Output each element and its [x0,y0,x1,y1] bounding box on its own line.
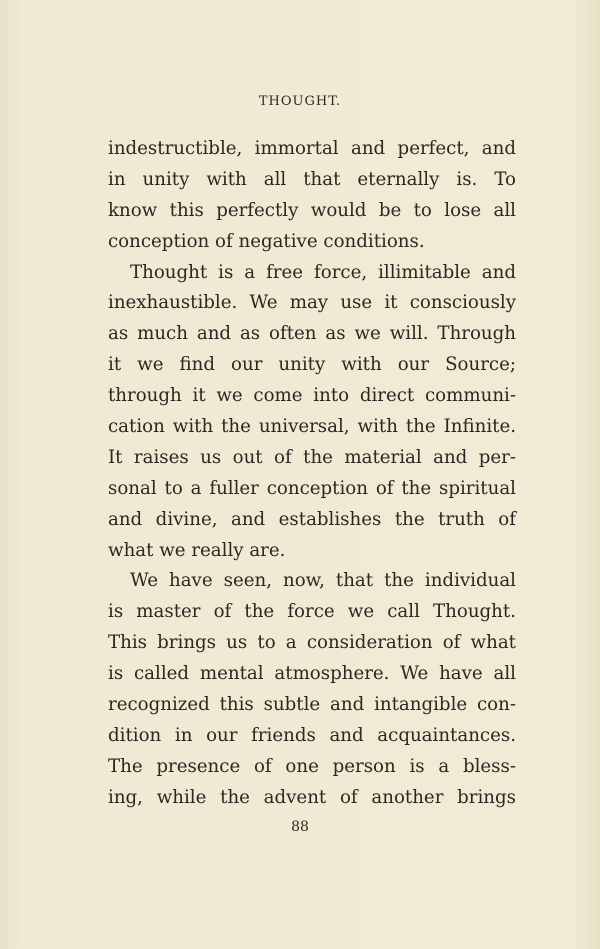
text-line: conception of negative conditions. [108,230,425,252]
text-line: This brings us to a consideration of what [108,632,516,654]
text-line: through it we come into direct communi- [108,385,516,407]
page-body-text [108,134,516,814]
text-line: dition in our friends and acquaintances. [108,724,516,746]
text-line: it we find our unity with our Source; [108,354,516,376]
text-line: sonal to a fuller conception of the spiritual [108,477,516,499]
text-line: The presence of one person is a bless- [108,755,516,777]
text-line: It raises us out of the material and per- [108,446,516,468]
text-line: recognized this subtle and intangible con- [108,694,516,716]
text-line: is master of the force we call Thought. [108,601,516,623]
text-line: ing, while the advent of another brings [108,786,516,808]
text-line: Thought is a free force, illimitable and [130,261,516,283]
running-header: THOUGHT. [258,94,342,109]
text-line: what we really are. [108,539,286,561]
text-line: as much and as often as we will. Through [108,323,516,345]
text-line: and divine, and establishes the truth of [108,508,516,530]
page-number: 88 [291,819,309,835]
text-line: We have seen, now, that the individual [130,570,516,592]
text-line: inexhaustible. We may use it consciously [108,292,516,314]
text-line: cation with the universal, with the Infinite. [108,416,516,438]
text-line: in unity with all that eternally is. To [108,168,516,190]
text-line: know this perfectly would be to lose all [108,199,516,221]
text-line: is called mental atmosphere. We have all [108,663,516,685]
text-line: indestructible, immortal and perfect, and [108,138,516,159]
